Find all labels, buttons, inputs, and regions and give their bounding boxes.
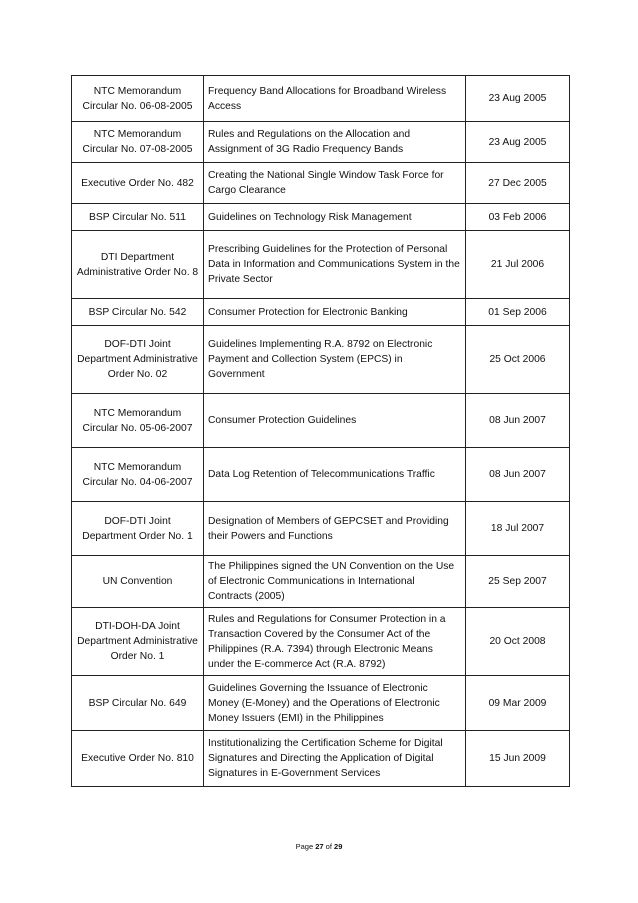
table-row — [72, 76, 570, 122]
issuance-cell: BSP Circular No. 542 — [72, 299, 204, 326]
title-cell: Guidelines Governing the Issuance of Electronic Money (E-Money) and the Operations of Electronic Money Issuers (EMI) in the Philippines — [204, 676, 466, 731]
table-row — [72, 122, 570, 163]
date-cell: 18 Jul 2007 — [466, 502, 570, 556]
date-cell: 15 Jun 2009 — [466, 731, 570, 787]
date-cell: 20 Oct 2008 — [466, 608, 570, 676]
table-row — [72, 326, 570, 394]
date-cell: 21 Jul 2006 — [466, 231, 570, 299]
title-cell: The Philippines signed the UN Convention on the Use of Electronic Communications in International Contracts (2005) — [204, 556, 466, 608]
table-row — [72, 204, 570, 231]
title-cell: Guidelines on Technology Risk Management — [204, 204, 466, 231]
page-footer — [0, 842, 638, 851]
date-cell: 01 Sep 2006 — [466, 299, 570, 326]
title-cell: Designation of Members of GEPCSET and Providing their Powers and Functions — [204, 502, 466, 556]
issuance-cell: BSP Circular No. 649 — [72, 676, 204, 731]
issuance-cell: NTC Memorandum Circular No. 05-06-2007 — [72, 394, 204, 448]
title-cell: Rules and Regulations on the Allocation and Assignment of 3G Radio Frequency Bands — [204, 122, 466, 163]
title-cell: Institutionalizing the Certification Scheme for Digital Signatures and Directing the Application of Digital Signatures in E-Government Services — [204, 731, 466, 787]
current-page-number: 27 — [315, 842, 324, 851]
table-row — [72, 163, 570, 204]
date-cell: 27 Dec 2005 — [466, 163, 570, 204]
issuance-cell: Executive Order No. 810 — [72, 731, 204, 787]
date-cell: 08 Jun 2007 — [466, 448, 570, 502]
date-cell: 25 Oct 2006 — [466, 326, 570, 394]
table-row — [72, 448, 570, 502]
title-cell: Rules and Regulations for Consumer Protection in a Transaction Covered by the Consumer Act of the Philippines (R.A. 7394) through Electronic Means under the E-commerce Act (R.A. 8792) — [204, 608, 466, 676]
table-row — [72, 299, 570, 326]
table-row — [72, 608, 570, 676]
issuance-cell: NTC Memorandum Circular No. 06-08-2005 — [72, 76, 204, 122]
table-row — [72, 394, 570, 448]
page-label: Page — [295, 842, 314, 851]
of-label: of — [325, 842, 332, 851]
date-cell: 23 Aug 2005 — [466, 122, 570, 163]
table-row — [72, 556, 570, 608]
title-cell: Data Log Retention of Telecommunications Traffic — [204, 448, 466, 502]
title-cell: Prescribing Guidelines for the Protection of Personal Data in Information and Communications System in the Private Sector — [204, 231, 466, 299]
issuance-cell: NTC Memorandum Circular No. 07-08-2005 — [72, 122, 204, 163]
issuance-cell: Executive Order No. 482 — [72, 163, 204, 204]
date-cell: 25 Sep 2007 — [466, 556, 570, 608]
date-cell: 03 Feb 2006 — [466, 204, 570, 231]
title-cell: Consumer Protection Guidelines — [204, 394, 466, 448]
date-cell: 08 Jun 2007 — [466, 394, 570, 448]
title-cell: Creating the National Single Window Task Force for Cargo Clearance — [204, 163, 466, 204]
title-cell: Consumer Protection for Electronic Banking — [204, 299, 466, 326]
issuance-cell: DOF-DTI Joint Department Administrative Order No. 02 — [72, 326, 204, 394]
issuance-cell: NTC Memorandum Circular No. 04-06-2007 — [72, 448, 204, 502]
title-cell: Guidelines Implementing R.A. 8792 on Electronic Payment and Collection System (EPCS) in Government — [204, 326, 466, 394]
table-row — [72, 502, 570, 556]
issuance-cell: UN Convention — [72, 556, 204, 608]
date-cell: 09 Mar 2009 — [466, 676, 570, 731]
issuance-cell: DOF-DTI Joint Department Order No. 1 — [72, 502, 204, 556]
issuance-cell: DTI Department Administrative Order No. 8 — [72, 231, 204, 299]
regulations-table — [71, 75, 570, 787]
table-row — [72, 231, 570, 299]
total-pages-number: 29 — [334, 842, 343, 851]
issuance-cell: DTI-DOH-DA Joint Department Administrative Order No. 1 — [72, 608, 204, 676]
date-cell: 23 Aug 2005 — [466, 76, 570, 122]
table-row — [72, 731, 570, 787]
table-row — [72, 676, 570, 731]
title-cell: Frequency Band Allocations for Broadband Wireless Access — [204, 76, 466, 122]
issuance-cell: BSP Circular No. 511 — [72, 204, 204, 231]
